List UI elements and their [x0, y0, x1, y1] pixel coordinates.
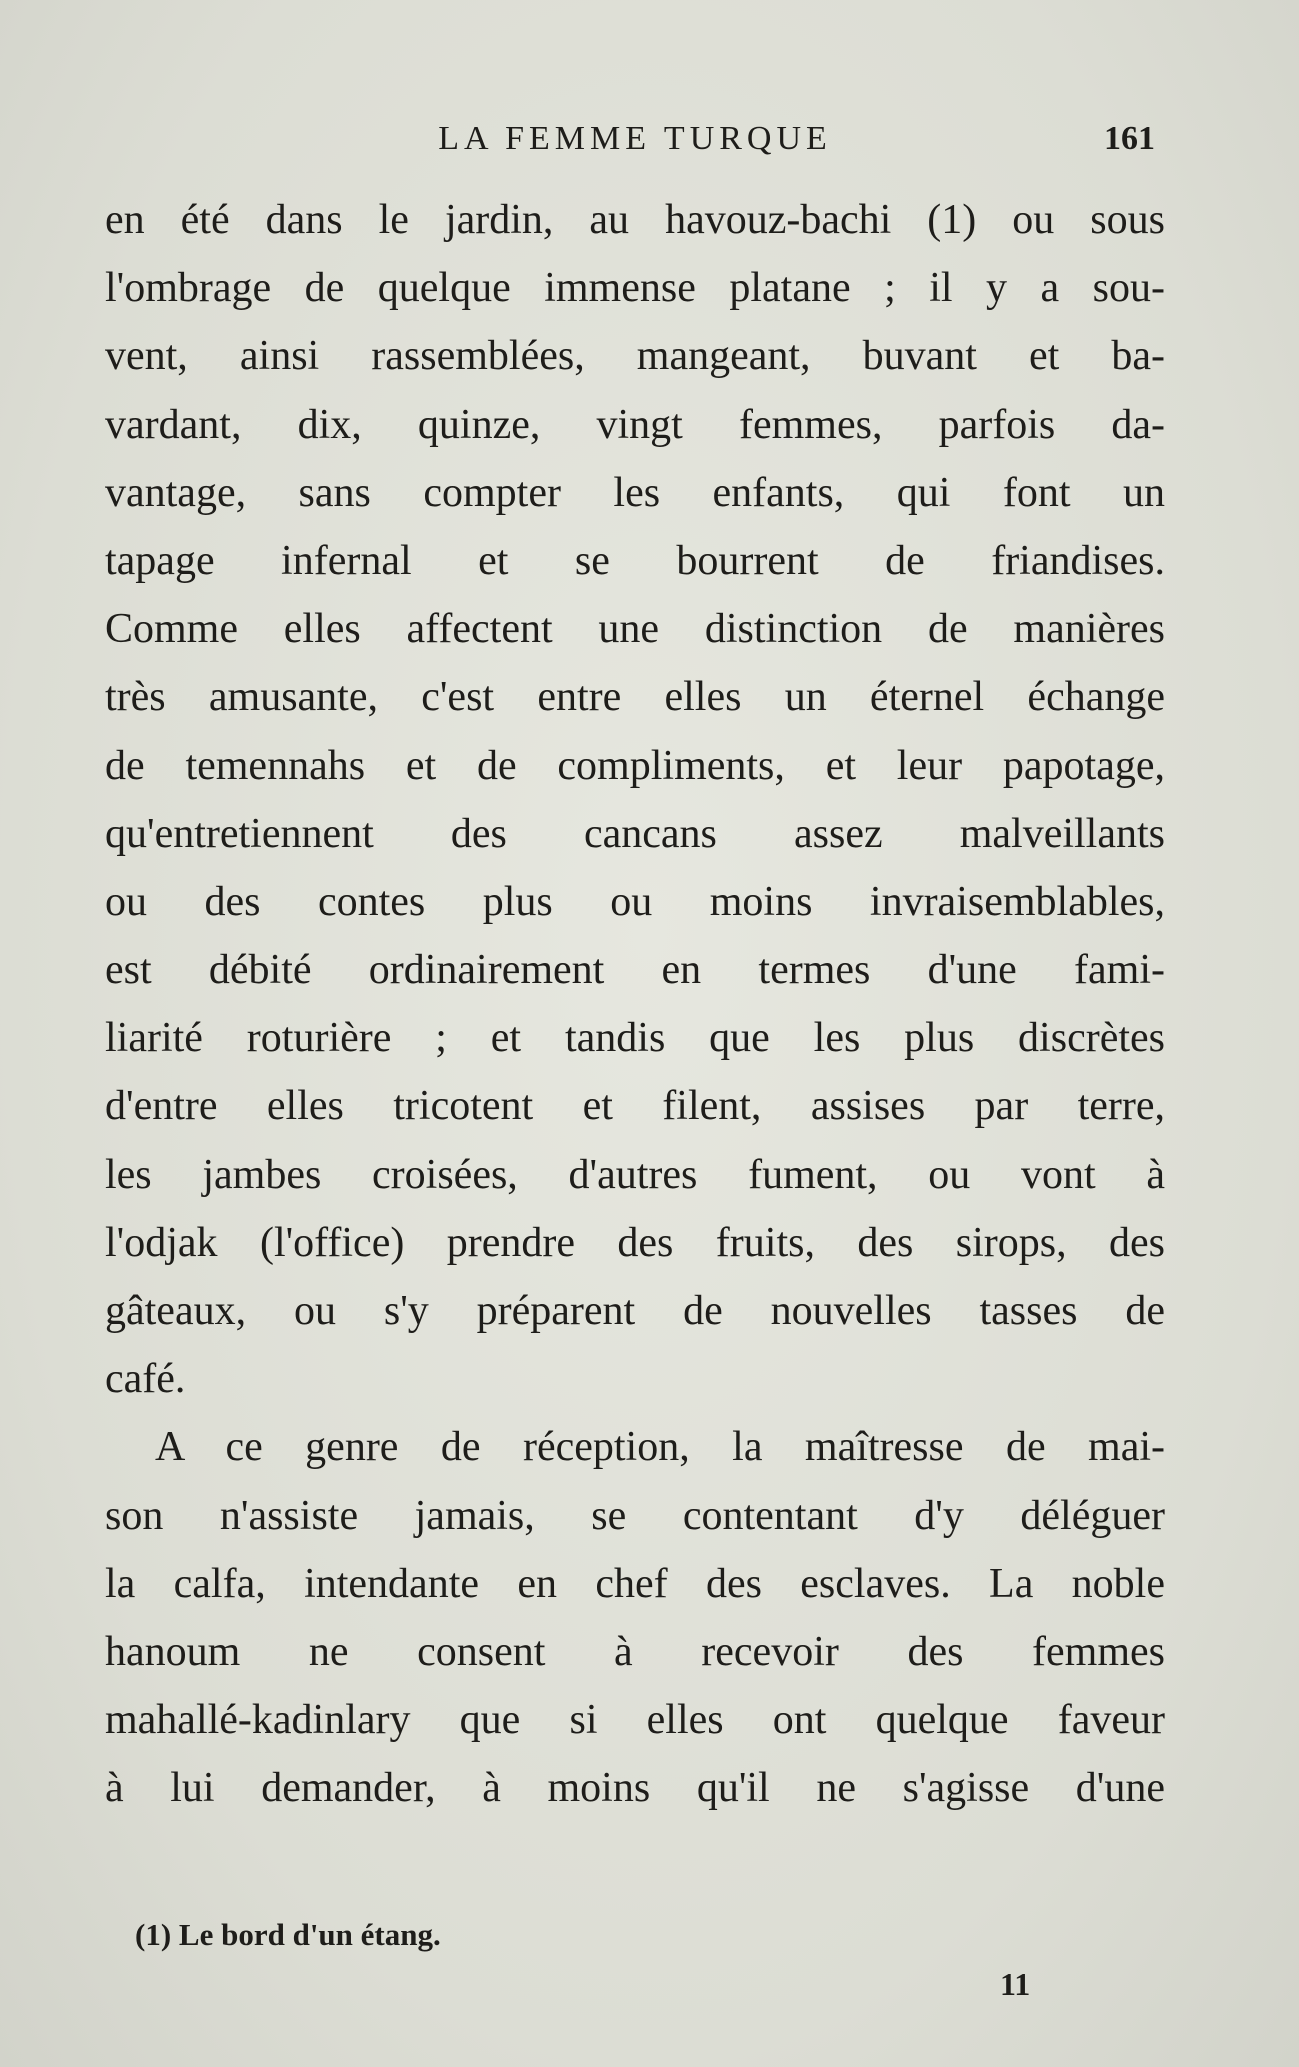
text-line: l'odjak (l'office) prendre des fruits, des sirops, des: [105, 1219, 1165, 1266]
signature-mark: 11: [1000, 1966, 1031, 2002]
running-title: LA FEMME TURQUE: [438, 120, 832, 157]
text-line: Comme elles affectent une distinction de manières: [105, 606, 1165, 653]
running-head: [105, 116, 1165, 166]
text-line: mahallé-kadinlary que si elles ont quelque faveur: [105, 1697, 1165, 1744]
text-line: très amusante, c'est entre elles un éternel échange: [105, 674, 1165, 721]
text-line: liarité roturière ; et tandis que les plus discrètes: [105, 1015, 1165, 1062]
text-line: gâteaux, ou s'y préparent de nouvelles tasses de: [105, 1288, 1165, 1334]
text-line: de temennahs et de compliments, et leur papotage,: [105, 742, 1165, 789]
text-line: tapage infernal et se bourrent de friandises.: [105, 537, 1165, 584]
text-line: ou des contes plus ou moins invraisemblables,: [105, 878, 1165, 925]
text-line: vardant, dix, quinze, vingt femmes, parfois da-: [105, 401, 1165, 448]
text-line: l'ombrage de quelque immense platane ; il y a sou-: [105, 265, 1165, 312]
text-line: vent, ainsi rassemblées, mangeant, buvant et ba-: [105, 333, 1165, 380]
text-line: est débité ordinairement en termes d'une fami-: [105, 947, 1165, 994]
footnote: (1) Le bord d'un étang.: [135, 1917, 441, 1952]
text-line: qu'entretiennent des cancans assez malveillants: [105, 810, 1165, 857]
body-text: [105, 186, 1165, 1823]
text-line: en été dans le jardin, au havouz-bachi (1) ou sous: [105, 197, 1165, 243]
text-line: vantage, sans compter les enfants, qui font un: [105, 469, 1165, 516]
text-line: A ce genre de réception, la maîtresse de mai-: [155, 1424, 1165, 1471]
page-number: 161: [1104, 120, 1155, 157]
text-line: d'entre elles tricotent et filent, assises par terre,: [105, 1083, 1165, 1130]
text-line: café.: [105, 1356, 186, 1403]
text-line: son n'assiste jamais, se contentant d'y déléguer: [105, 1492, 1165, 1539]
text-line: les jambes croisées, d'autres fument, ou vont à: [105, 1151, 1165, 1198]
text-line: hanoum ne consent à recevoir des femmes: [105, 1628, 1165, 1675]
text-line: à lui demander, à moins qu'il ne s'agisse d'une: [105, 1765, 1165, 1812]
text-line: la calfa, intendante en chef des esclaves. La noble: [105, 1560, 1165, 1607]
